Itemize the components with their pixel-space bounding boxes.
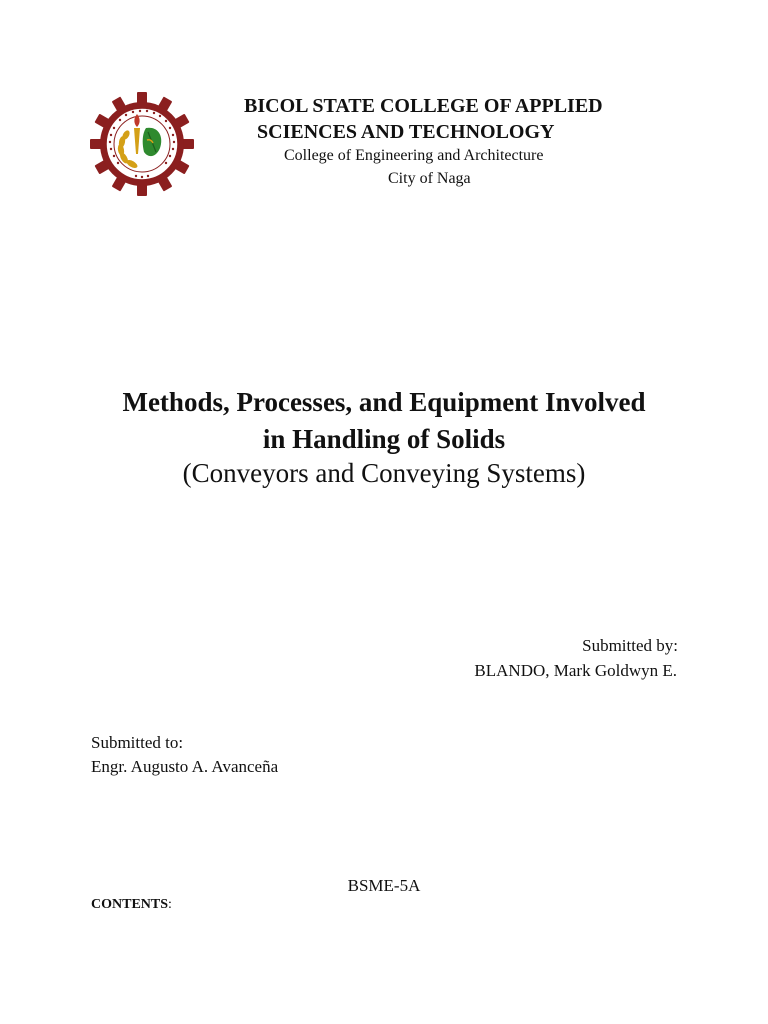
submitted-to-label: Submitted to: bbox=[91, 733, 184, 752]
document-title-line2: in Handling of Solids bbox=[262, 424, 506, 454]
city-name: City of Naga bbox=[388, 170, 471, 187]
document-title-line1: Methods, Processes, and Equipment Involved bbox=[122, 387, 646, 417]
contents-colon: : bbox=[168, 897, 172, 912]
submitted-by-name: BLANDO, Mark Goldwyn E. bbox=[474, 661, 677, 680]
contents-label: CONTENTS bbox=[91, 897, 169, 912]
submitted-by-label: Submitted by: bbox=[582, 636, 678, 655]
institution-name-line1: BICOL STATE COLLEGE OF APPLIED bbox=[244, 95, 603, 117]
college-name: College of Engineering and Architecture bbox=[284, 147, 544, 164]
section-text: BSME-5A bbox=[347, 876, 421, 895]
document-subtitle: (Conveyors and Conveying Systems) bbox=[182, 458, 586, 488]
submitted-to-name: Engr. Augusto A. Avanceña bbox=[91, 757, 279, 776]
gear-icon bbox=[90, 92, 194, 196]
institution-name-line2: SCIENCES AND TECHNOLOGY bbox=[257, 121, 555, 143]
contents-heading bbox=[91, 898, 172, 912]
school-seal-logo-icon bbox=[90, 92, 194, 196]
section-label bbox=[0, 877, 768, 894]
